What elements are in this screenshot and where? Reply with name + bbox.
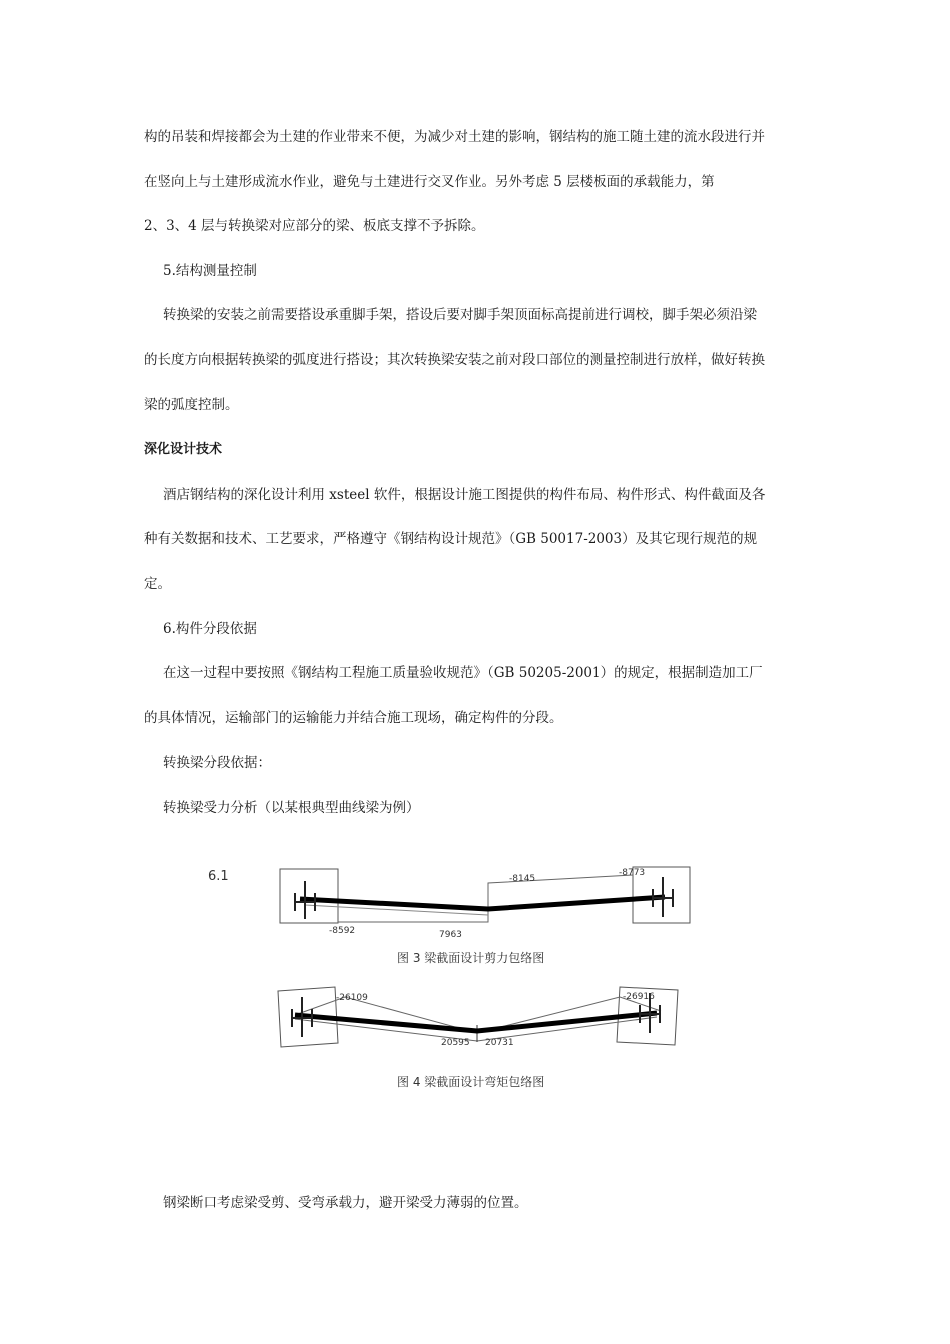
shear-label-left: -8592 <box>329 926 356 936</box>
paragraph-line: 在竖向上与土建形成流水作业，避免与土建进行交叉作业。另外考虑 5 层楼板面的承载能力，第 <box>144 174 715 190</box>
paragraph-line: 钢梁断口考虑梁受剪、受弯承载力，避开梁受力薄弱的位置。 <box>163 1195 528 1211</box>
paragraph-line: 种有关数据和技术、工艺要求，严格遵守《钢结构设计规范》（GB 50017-2003）及其它现行规范的规 <box>144 531 758 547</box>
paragraph-line: 转换梁的安装之前需要搭设承重脚手架，搭设后要对脚手架顶面标高提前进行调校，脚手架必须沿梁 <box>163 307 757 323</box>
figure-3-caption: 图 3 梁截面设计剪力包络图 <box>397 951 545 965</box>
figure-4-caption: 图 4 梁截面设计弯矩包络图 <box>397 1075 545 1089</box>
section-heading: 深化设计技术 <box>144 442 223 457</box>
subsection-heading-6: 6.构件分段依据 <box>163 621 257 637</box>
paragraph-line: 转换梁受力分析（以某根典型曲线梁为例） <box>163 800 420 816</box>
paragraph-line: 的具体情况，运输部门的运输能力并结合施工现场，确定构件的分段。 <box>144 710 563 726</box>
shear-label-right: -8773 <box>619 868 646 878</box>
moment-label-left: -26109 <box>336 993 368 1003</box>
right-column-icon <box>653 877 673 917</box>
paragraph-line: 梁的弧度控制。 <box>144 397 239 413</box>
moment-envelope-diagram <box>278 987 678 1089</box>
left-support-box <box>280 869 338 923</box>
paragraph-line: 构的吊装和焊接都会为土建的作业带来不便，为减少对土建的影响，钢结构的施工随土建的流水段进行并 <box>144 129 765 145</box>
moment-label-right: -26916 <box>623 992 655 1002</box>
shear-envelope-diagram <box>280 867 690 965</box>
subsection-heading-5: 5.结构测量控制 <box>163 263 257 279</box>
moment-label-mid-right: 20731 <box>485 1038 514 1048</box>
paragraph-line: 定。 <box>144 576 171 592</box>
left-column-icon <box>292 997 312 1037</box>
paragraph-line: 酒店钢结构的深化设计利用 xsteel 软件，根据设计施工图提供的构件布局、构件形式、构件截面及各 <box>163 487 766 503</box>
shear-label-mid-top: -8145 <box>509 874 536 884</box>
paragraph-line: 在这一过程中要按照《钢结构工程施工质量验收规范》（GB 50205-2001）的规定，根据制造加工厂 <box>163 665 763 681</box>
shear-label-mid-bottom: 7963 <box>439 930 462 940</box>
beam-line <box>300 897 665 909</box>
beam-line <box>295 1013 657 1031</box>
paragraph-line: 2、3、4 层与转换梁对应部分的梁、板底支撑不予拆除。 <box>144 218 485 234</box>
paragraph-line: 转换梁分段依据： <box>163 755 271 771</box>
figure-number: 6.1 <box>208 869 229 884</box>
beam-force-diagrams <box>195 845 735 1105</box>
paragraph-line: 的长度方向根据转换梁的弧度进行搭设；其次转换梁安装之前对段口部位的测量控制进行放样，做好转换 <box>144 352 765 368</box>
moment-label-mid-left: 20595 <box>441 1038 470 1048</box>
